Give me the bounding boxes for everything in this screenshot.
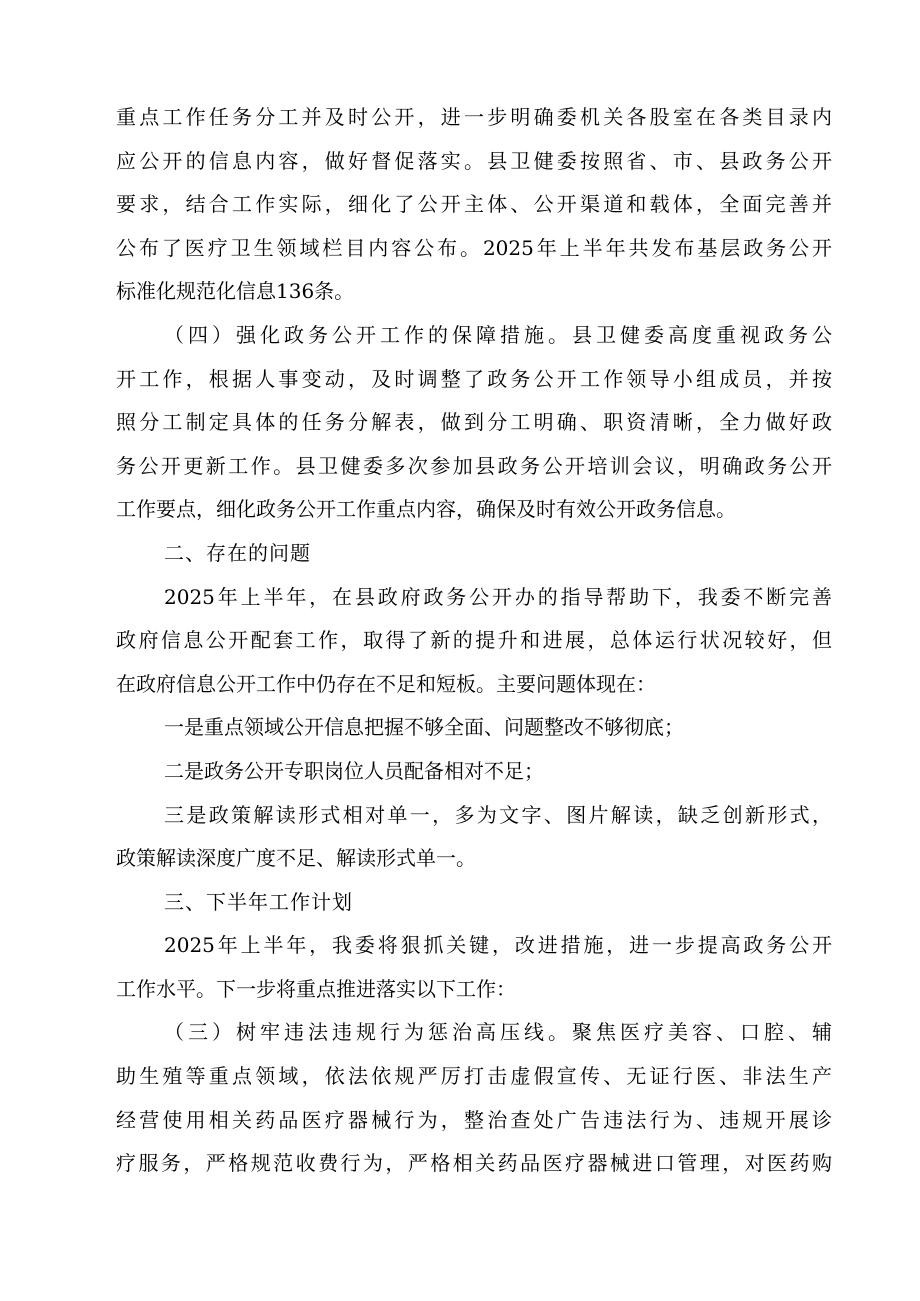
paragraph-safeguard-measures [116, 314, 832, 532]
text-line: 疗服务，严格规范收费行为，严格相关药品医疗器械进口管理，对医药购 [116, 1151, 832, 1176]
paragraph-plan-enforcement [116, 1011, 832, 1185]
paragraph-problem-three [116, 794, 832, 881]
text-line: 务公开更新工作。县卫健委多次参加县政务公开培训会议，明确政务公开 [116, 453, 832, 478]
section-heading-problems: 二、存在的问题 [164, 540, 311, 565]
text-line: 应公开的信息内容，做好督促落实。县卫健委按照省、市、县政务公开 [116, 148, 832, 173]
text-line: 2025年上半年，在县政府政务公开办的指导帮助下，我委不断完善 [164, 584, 832, 609]
paragraph-problem-one [116, 706, 832, 750]
paragraph-publicity-tasks [116, 96, 832, 314]
paragraph-problems-intro [116, 576, 832, 707]
text-line: 在政府信息公开工作中仍存在不足和短板。主要问题体现在： [116, 671, 656, 696]
document-page [116, 96, 832, 1186]
text-line: 工作水平。下一步将重点推进落实以下工作： [116, 976, 516, 1001]
text-line: 要求，结合工作实际，细化了公开主体、公开渠道和载体，全面完善并 [116, 192, 832, 217]
section-heading-plan: 三、下半年工作计划 [164, 889, 353, 914]
text-line: 照分工制定具体的任务分解表，做到分工明确、职资清晰，全力做好政 [116, 410, 832, 435]
text-line: 工作要点，细化政务公开工作重点内容，确保及时有效公开政务信息。 [116, 497, 736, 522]
text-line: 一是重点领域公开信息把握不够全面、问题整改不够彻底； [164, 715, 684, 740]
text-line: 政府信息公开配套工作，取得了新的提升和进展，总体运行状况较好，但 [116, 628, 832, 653]
text-line: 三是政策解读形式相对单一，多为文字、图片解读，缺乏创新形式， [164, 802, 832, 827]
text-line: 公布了医疗卫生领域栏目内容公布。2025年上半年共发布基层政务公开 [116, 235, 832, 260]
text-line: 助生殖等重点领域，依法依规严厉打击虚假宣传、无证行医、非法生产 [116, 1064, 832, 1089]
paragraph-plan-intro [116, 924, 832, 1011]
text-line: 标准化规范化信息136条。 [116, 279, 355, 304]
text-line: 开工作，根据人事变动，及时调整了政务公开工作领导小组成员，并按 [116, 366, 832, 391]
paragraph-problem-two [116, 750, 832, 794]
text-line: 经营使用相关药品医疗器械行为，整治查处广告违法行为、违规开展诊 [116, 1107, 832, 1132]
text-line: 二是政务公开专职岗位人员配备相对不足； [164, 758, 544, 783]
text-line: （三）树牢违法违规行为惩治高压线。聚焦医疗美容、口腔、辅 [164, 1020, 832, 1045]
text-line: 2025年上半年，我委将狠抓关键，改进措施，进一步提高政务公开 [164, 933, 832, 958]
text-line: 政策解读深度广度不足、解读形式单一。 [116, 846, 476, 871]
text-line: （四）强化政务公开工作的保障措施。县卫健委高度重视政务公 [164, 322, 832, 347]
text-line: 重点工作任务分工并及时公开，进一步明确委机关各股室在各类目录内 [116, 105, 832, 129]
